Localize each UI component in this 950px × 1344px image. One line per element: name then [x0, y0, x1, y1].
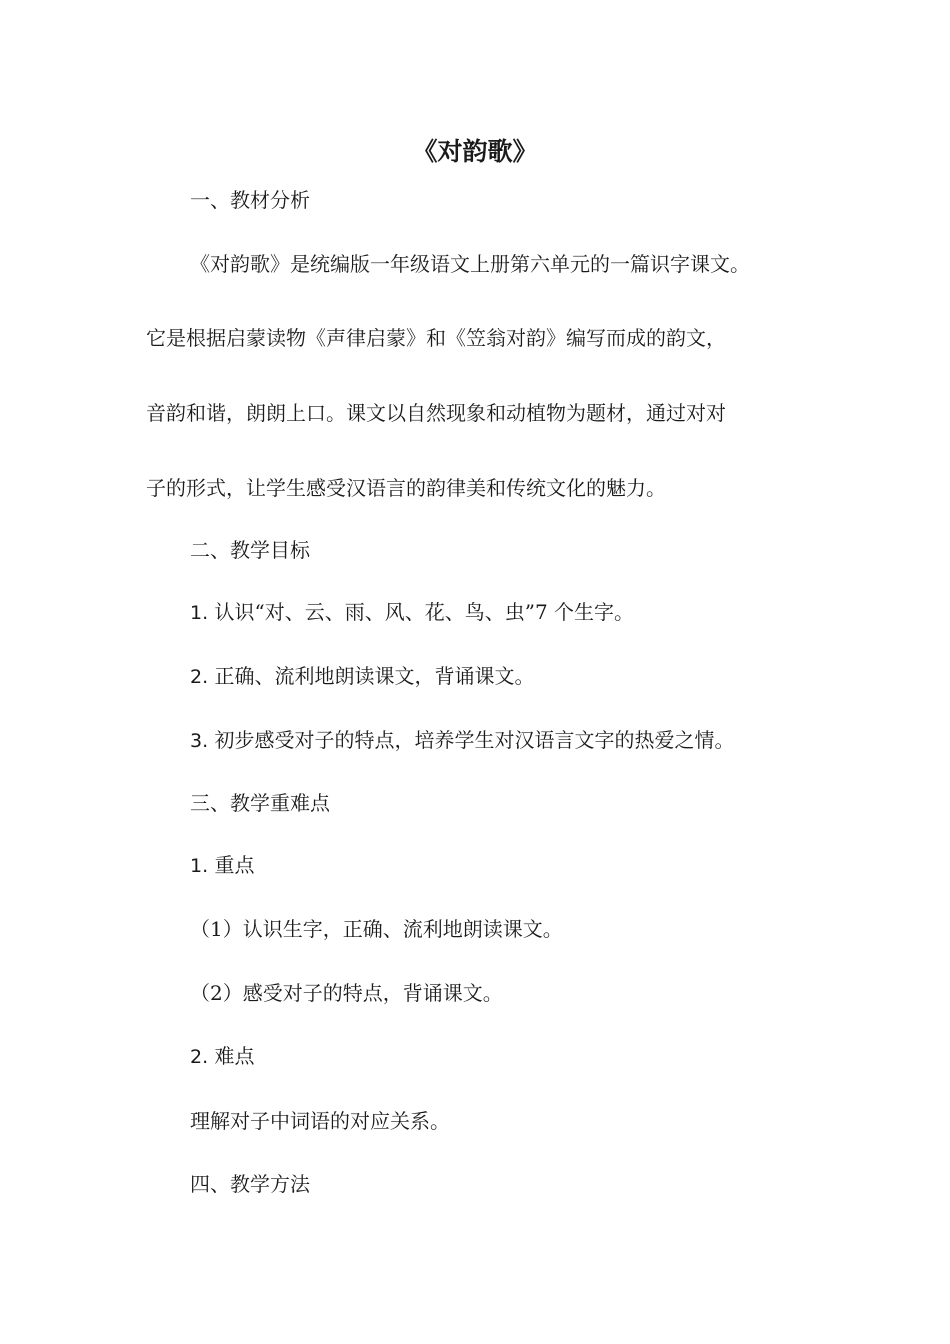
paragraph-line: 它是根据启蒙读物《声律启蒙》和《笠翁对韵》编写而成的韵文， — [146, 326, 726, 350]
paragraph-line: 音韵和谐，朗朗上口。课文以自然现象和动植物为题材，通过对对 — [146, 401, 726, 425]
list-item: （1）认识生字，正确、流利地朗读课文。 — [190, 917, 563, 941]
document-title: 《对韵歌》 — [412, 137, 538, 166]
paragraph-line: 《对韵歌》是统编版一年级语文上册第六单元的一篇识字课文。 — [190, 252, 750, 276]
subheading-text: 难点 — [214, 1044, 255, 1068]
subheading-difficult-points — [190, 1041, 255, 1072]
list-item-number: 3. — [190, 730, 209, 752]
list-item — [190, 725, 735, 756]
section-heading-teaching-goals: 二、教学目标 — [190, 538, 310, 562]
paragraph-line: 子的形式，让学生感受汉语言的韵律美和传统文化的魅力。 — [146, 476, 666, 500]
list-item-text: 认识“对、云、雨、风、花、鸟、虫”7 个生字。 — [214, 600, 635, 624]
subheading-number: 2. — [190, 1046, 209, 1068]
list-item: （2）感受对子的特点，背诵课文。 — [190, 981, 503, 1005]
section-heading-teaching-methods: 四、教学方法 — [190, 1172, 310, 1196]
list-item-text: 初步感受对子的特点，培养学生对汉语言文字的热爱之情。 — [214, 728, 735, 752]
section-heading-key-difficult-points: 三、教学重难点 — [190, 791, 330, 815]
subheading-number: 1. — [190, 855, 209, 877]
subheading-text: 重点 — [214, 853, 255, 877]
list-item-number: 1. — [190, 602, 209, 624]
list-item — [190, 661, 535, 692]
paragraph-line: 理解对子中词语的对应关系。 — [190, 1109, 450, 1133]
list-item-number: 2. — [190, 666, 209, 688]
list-item-text: 正确、流利地朗读课文，背诵课文。 — [214, 664, 535, 688]
section-heading-textbook-analysis: 一、教材分析 — [190, 188, 310, 212]
subheading-key-points — [190, 850, 255, 881]
list-item — [190, 597, 634, 628]
